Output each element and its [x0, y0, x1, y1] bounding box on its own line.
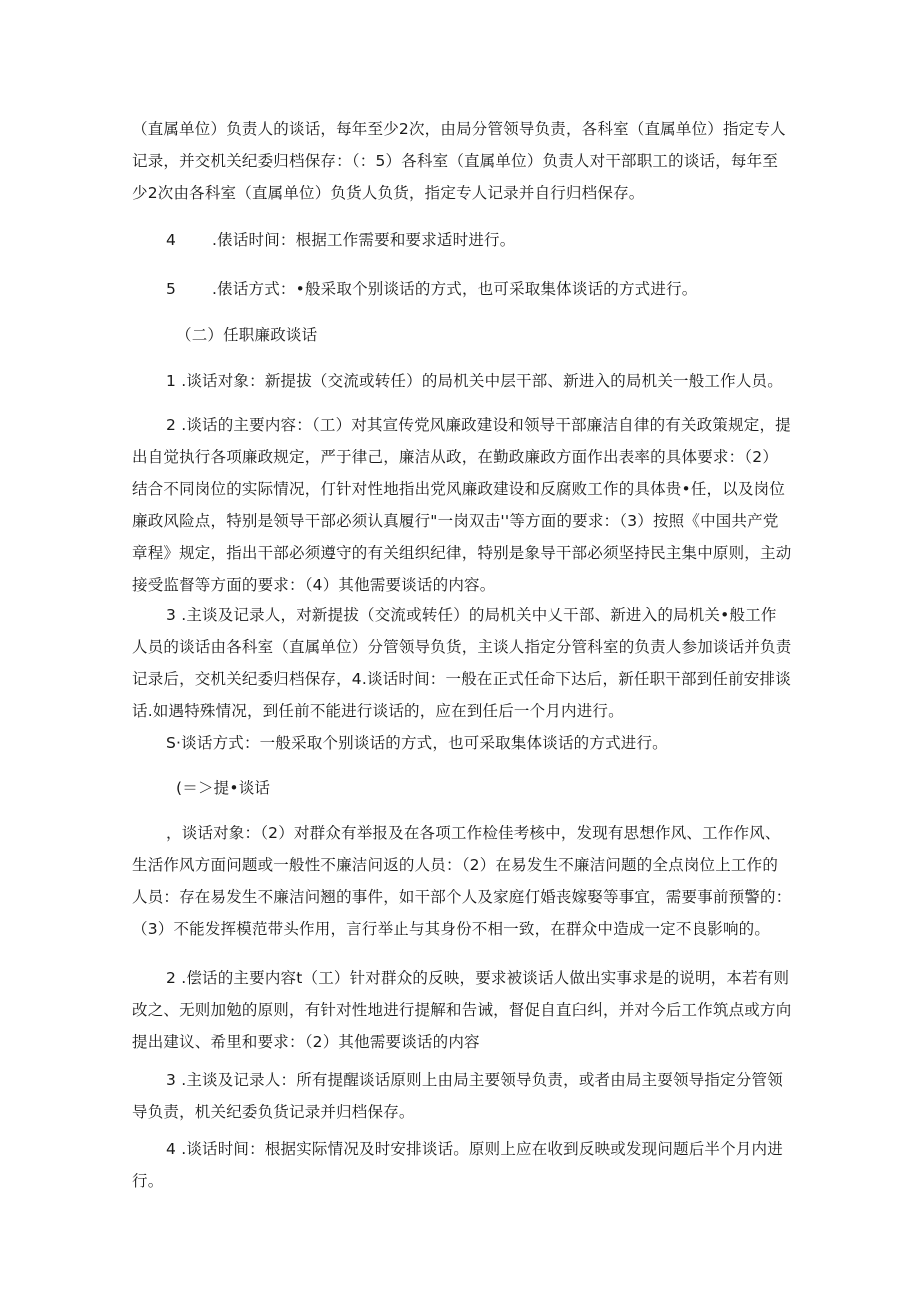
paragraph-reminder-content: 2 .偿话的主要内容t（工）针对群众的反映，要求被谈话人做出实事求是的说明，本若有则改之、无则加勉的原则，有针对性地进行提解和告诫，督促自直臼纠，并对今后工作筑点或方向提出建议、希里和要求：（2）其他需要谈话的内容 [132, 969, 792, 1051]
paragraph-talk-recorder: 3 .主谈及记录人，对新提拔（交流或转任）的局机关中乂干部、新进入的局机关•般工作人员的谈话由各科室（直属单位）分管领导负货，主谈人指定分管科室的负责人参加谈话并负责记录后，交机关纪委归档保存，4.谈话时间：一般在正式任命下达后，新任职干部到任前安排谈话.如遇特殊情况，到任前不能进行谈话的，应在到任后一个月内进行。 [132, 606, 792, 720]
paragraph-talk-target: 1 .谈话对象：新提拔（交流或转任）的局机关中层干部、新进入的局机关一般工作人员。 [166, 372, 783, 390]
item-text: .俵话时间：根据工作需要和要求适时进行。 [212, 231, 516, 249]
paragraph-item-5-method [132, 273, 792, 305]
item-text: .俵话方式：•般采取个别谈话的方式，也可采取集体谈话的方式进行。 [212, 280, 698, 298]
paragraph-talk-method: S·谈话方式：一般采取个别谈话的方式，也可采取集体谈话的方式进行。 [166, 734, 668, 752]
paragraph-continuation: （直属单位）负责人的谈话，每年至少2次，由局分管领导负责，各科室（直属单位）指定专人记录，并交机关纪委归档保存：（：5）各科室（直属单位）负责人对干部职工的谈话，每年至少2次由各科室（直属单位）负货人负货，指定专人记录并自行归档保存。 [132, 120, 786, 202]
item-number: 5 [166, 280, 177, 298]
paragraph-talk-content: 2 .谈话的主要内容：（工）对其宣传党风廉政建设和领导干部廉洁自律的有关政策规定，提出自觉执行各项廉政规定，严于律己，廉洁从政，在勤政廉政方面作出表率的具体要求：（2）结合不同岗位的实际情况，仃针对性地指出党风廉政建设和反腐败工作的具体贵•任，以及岗位廉政风险点，特别是领导干部必须认真履行"一岗双击''等方面的要求：（3）按照《中国共产党章程》规定，指出干部必须遵守的有关组织纪律，特别是象导干部必须坚持民主集中原则，主动接受监督等方面的要求：（4）其他需要谈话的内容。 [132, 416, 792, 594]
paragraph-reminder-time: 4 .谈话时间：根据实际情况及时安排谈话。原则上应在收到反映或发现问题后半个月内进行。 [132, 1140, 783, 1190]
paragraph-item-4-time [132, 224, 792, 256]
section-heading-tenure-talk: （二）任职廉政谈话 [176, 326, 318, 344]
section-heading-reminder-talk: (＝＞提•谈话 [176, 779, 271, 797]
paragraph-reminder-target: ，谈话对象：（2）对群众有举报及在各项工作检佳考核中，发现有思想作风、工作作风、生活作风方面问题或一般性不廉洁问返的人员：（2）在易发生不廉洁问题的全点岗位上工作的人员：存在易发生不廉洁问翘的事件，如干部个人及家庭仃婚丧嫁娶等事宜，需要事前预警的：（3）不能发挥模范带头作用，言行举止与其身份不相一致，在群众中造成一定不良影响的。 [132, 824, 792, 938]
item-number: 4 [166, 231, 177, 249]
paragraph-reminder-recorder: 3 .主谈及记录人：所有提醒谈话原则上由局主要领导负责，或者由局主耍领导指定分管领导负责，机关纪委负货记录并归档保存。 [132, 1071, 783, 1121]
